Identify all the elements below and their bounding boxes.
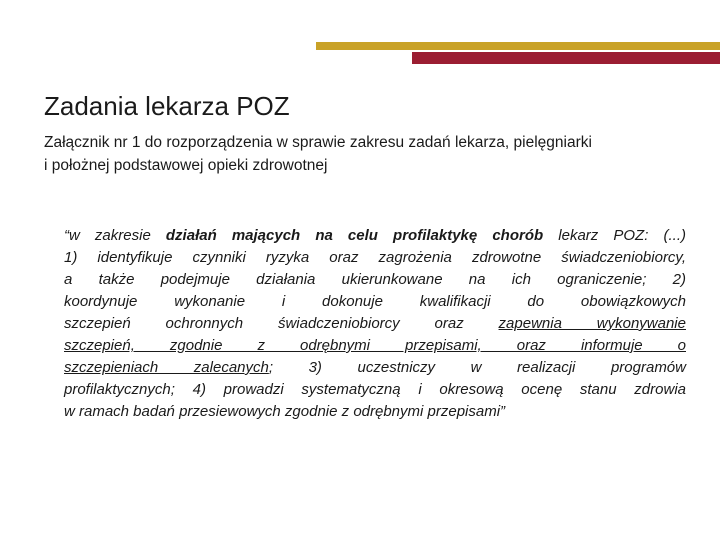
subtitle-line-1: Załącznik nr 1 do rozporządzenia w sprawie zakresu zadań lekarza, pielęgniarki — [44, 134, 592, 151]
accent-bar-gold — [316, 42, 720, 50]
subtitle-line-2: i położnej podstawowej opieki zdrowotnej — [44, 157, 328, 174]
quote-underline-vaccination: zapewnia wykonywanie — [498, 315, 686, 332]
slide-subtitle — [44, 131, 694, 177]
slide-title: Zadania lekarza POZ — [44, 91, 290, 121]
quote-underline-recommended: szczepieniach zalecanych — [64, 359, 269, 376]
regulation-quote — [64, 225, 686, 423]
quote-line-6: szczepień, zgodnie z odrębnymi przepisami, oraz informuje o — [64, 337, 686, 354]
quote-line-1: “w zakresie działań mających na celu profilaktykę chorób lekarz POZ: (...) — [64, 227, 686, 244]
quote-line-5: szczepień ochronnych świadczeniobiorcy oraz zapewnia wykonywanie — [64, 315, 686, 332]
accent-bar-red — [412, 52, 720, 64]
quote-line-8: profilaktycznych; 4) prowadzi systematyczną i okresową ocenę stanu zdrowia — [64, 381, 686, 398]
quote-line-9: w ramach badań przesiewowych zgodnie z odrębnymi przepisami” — [64, 403, 506, 420]
quote-line-4: koordynuje wykonanie i dokonuje kwalifikacji do obowiązkowych — [64, 293, 686, 310]
quote-line-2: 1) identyfikuje czynniki ryzyka oraz zagrożenia zdrowotne świadczeniobiorcy, — [64, 249, 686, 266]
quote-line-3: a także podejmuje działania ukierunkowane na ich ograniczenie; 2) — [64, 271, 686, 288]
quote-line-7: szczepieniach zalecanych; 3) uczestniczy w realizacji programów — [64, 359, 686, 376]
quote-emphasis-prevention: działań mających na celu profilaktykę chorób — [165, 227, 544, 244]
